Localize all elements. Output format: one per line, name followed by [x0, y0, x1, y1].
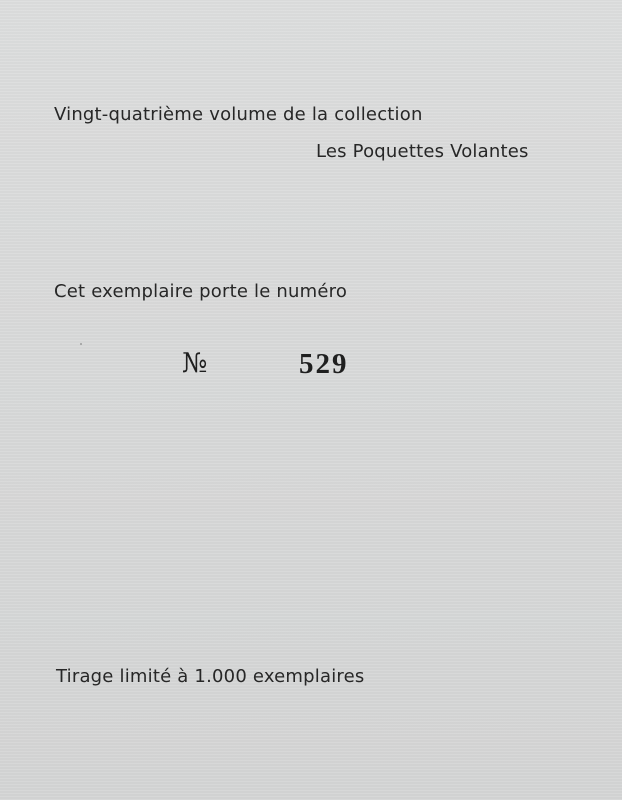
collection-name: Les Poquettes Volantes: [316, 141, 529, 162]
volume-line-1: Vingt-quatrième volume de la collection: [54, 104, 423, 125]
paper-speck: [80, 343, 82, 345]
copy-number-row: [182, 350, 382, 384]
copy-statement: Cet exemplaire porte le numéro: [54, 281, 348, 302]
numero-sign: №: [182, 348, 208, 379]
print-run-statement: Tirage limité à 1.000 exemplaires: [56, 666, 365, 687]
copy-number: 529: [299, 348, 349, 380]
